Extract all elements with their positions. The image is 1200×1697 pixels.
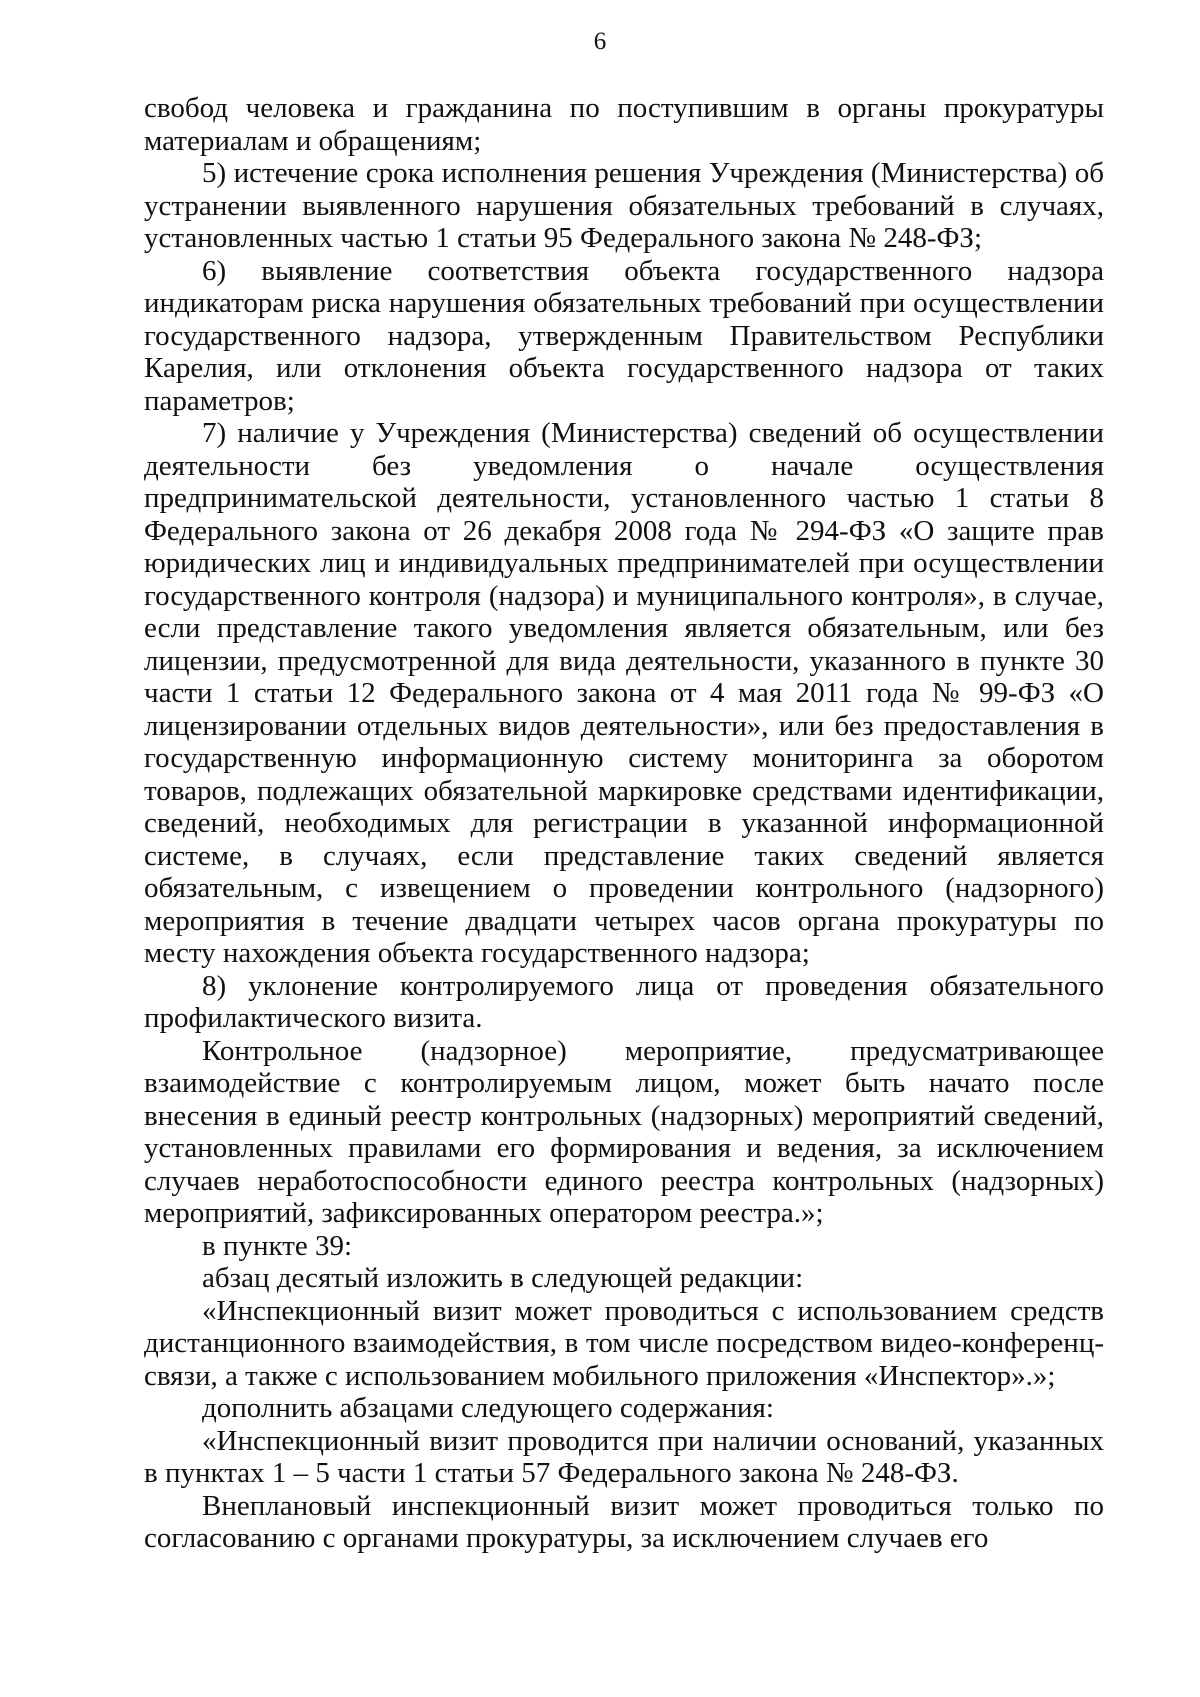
paragraph-control-measure: Контрольное (надзорное) мероприятие, предусматривающее взаимодействие с контролируемым лицом, может быть начато после внесения в единый реестр контрольных (надзорных) мероприятий сведений, установленных правилами его формирования и ведения, за исключением случаев неработоспособности единого реестра контрольных (надзорных) мероприятий, зафиксированных оператором реестра.»; bbox=[144, 1034, 1104, 1229]
paragraph-continuation: свобод человека и гражданина по поступившим в органы прокуратуры материалам и обращениям; bbox=[144, 92, 1104, 157]
document-body bbox=[144, 92, 1104, 1555]
paragraph-unscheduled-visit: Внеплановый инспекционный визит может проводиться только по согласованию с органами прокуратуры, за исключением случаев его bbox=[144, 1489, 1104, 1554]
paragraph-item-7: 7) наличие у Учреждения (Министерства) сведений об осуществлении деятельности без уведомления о начале осуществления предпринимательской деятельности, установленного частью 1 статьи 8 Федерального закона от 26 декабря 2008 года № 294-ФЗ «О защите прав юридических лиц и индивидуальных предпринимателей при осуществлении государственного контроля (надзора) и муниципального контроля», в случае, если представление такого уведомления является обязательным, или без лицензии, предусмотренной для вида деятельности, указанного в пункте 30 части 1 статьи 12 Федерального закона от 4 мая 2011 года № 99-ФЗ «О лицензировании отдельных видов деятельности», или без предоставления в государственную информационную систему мониторинга за оборотом товаров, подлежащих обязательной маркировке средствами идентификации, сведений, необходимых для регистрации в указанной информационной системе, в случаях, если представление таких сведений является обязательным, с извещением о проведении контрольного (надзорного) мероприятия в течение двадцати четырех часов органа прокуратуры по месту нахождения объекта государственного надзора; bbox=[144, 417, 1104, 969]
paragraph-inspection-remote: «Инспекционный визит может проводиться с использованием средств дистанционного взаимодействия, в том числе посредством видео-конференц-связи, а также с использованием мобильного приложения «Инспектор».»; bbox=[144, 1294, 1104, 1392]
paragraph-item-8: 8) уклонение контролируемого лица от проведения обязательного профилактического визита. bbox=[144, 969, 1104, 1034]
paragraph-item-5: 5) истечение срока исполнения решения Учреждения (Министерства) об устранении выявленного нарушения обязательных требований в случаях, установленных частью 1 статьи 95 Федерального закона № 248-ФЗ; bbox=[144, 157, 1104, 254]
paragraph-item-6: 6) выявление соответствия объекта государственного надзора индикаторам риска нарушения обязательных требований при осуществлении государственного надзора, утвержденным Правительством Республики Карелия, или отклонения объекта государственного надзора от таких параметров; bbox=[144, 254, 1104, 417]
paragraph-inspection-grounds: «Инспекционный визит проводится при наличии оснований, указанных в пунктах 1 – 5 части 1 статьи 57 Федерального закона № 248-ФЗ. bbox=[144, 1424, 1104, 1489]
paragraph-tenth-abzac: абзац десятый изложить в следующей редакции: bbox=[202, 1262, 804, 1294]
page-number: 6 bbox=[593, 28, 607, 55]
paragraph-point-39: в пункте 39: bbox=[202, 1229, 353, 1262]
paragraph-supplement: дополнить абзацами следующего содержания: bbox=[202, 1392, 774, 1424]
